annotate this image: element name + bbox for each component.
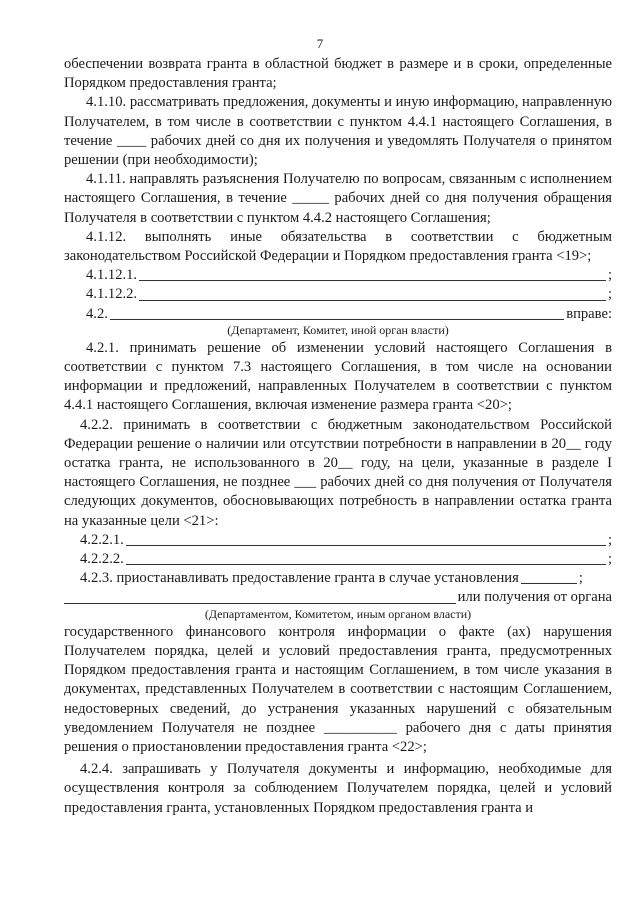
blank-line-4-2 xyxy=(64,305,612,324)
paragraph-4-2-3-first-line xyxy=(64,569,612,588)
paragraph-continuation: обеспечении возврата гранта в областной бюджет в размере и в сроки, определенные Порядком предоставления гранта; xyxy=(64,56,612,92)
blank-line-4-1-12-2 xyxy=(64,285,612,304)
paragraph-4-1-10: 4.1.10. рассматривать предложения, документы и иную информацию, направленную Получателем, в том числе в соответствии с пунктом 4.4.1 настоящего Соглашения, в течение ____ рабочих дней со дня их получения и уведомлять Получателя о принятом решении (при необходимости); xyxy=(64,94,612,169)
blank-line-label: 4.2. xyxy=(86,305,108,322)
blank-line-4-1-12-1 xyxy=(64,266,612,285)
paragraph-4-2-2: 4.2.2. принимать в соответствии с бюджетным законодательством Российской Федерации решение о наличии или отсутствии потребности в направлении в 20__ году остатка гранта, не использованного в 20__ году, на цели, указанные в разделе I настоящего Соглашения, не позднее ___ рабочих дней со дня получения от Получателя следующих документов, обосновывающих потребность в направлении остатка гранта на указанные цели <21>: xyxy=(64,416,612,529)
paragraph-4-2-3-start: 4.2.3. приостанавливать предоставление гранта в случае установления xyxy=(80,570,519,587)
blank-line-4-2-2-2 xyxy=(64,550,612,569)
paragraph-4-1-12: 4.1.12. выполнять иные обязательства в соответствии с бюджетным законодательством Российской Федерации и Порядком предоставления гранта <19>; xyxy=(64,228,612,265)
paragraph-4-2-3-end: или получения от органа xyxy=(457,589,612,606)
blank-line-end: ; xyxy=(607,551,612,568)
fill-line xyxy=(126,563,606,565)
blank-line-label: 4.2.2.2. xyxy=(80,551,124,568)
paragraph-4-2-1: 4.2.1. принимать решение об изменении условий настоящего Соглашения в соответствии с пунктом 7.3 настоящего Соглашения, в том числе на основании информации и предложений, направленных Получателем в соответствии с пунктом 4.4.1 настоящего Соглашения, включая изменение размера гранта <20>; xyxy=(64,339,612,414)
document-body xyxy=(64,55,612,818)
caption-authority: (Департамент, Комитет, иной орган власти) xyxy=(227,322,449,337)
paragraph-4-2-3-rest: государственного финансового контроля информации о факте (ах) нарушения Получателем порядка, целей и условий предоставления гранта, предусмотренных Порядком предоставления гранта и настоящим Соглашением, в том числе указания в документах, представленных Получателем в соответствии с настоящим Соглашением, недостоверных сведений, до устранения указанных нарушений с обязательным уведомлением Получателя не позднее __________ рабочего дня с даты принятия решения о приостановлении предоставления гранта <22>; xyxy=(64,623,612,755)
paragraph-4-2-3-second-line xyxy=(64,588,612,607)
fill-line xyxy=(139,279,606,281)
blank-line-label: 4.2.2.1. xyxy=(80,531,124,548)
fill-line xyxy=(110,318,564,320)
blank-line-end: ; xyxy=(607,267,612,284)
fill-line xyxy=(521,582,577,584)
blank-line-end: ; xyxy=(578,570,583,587)
fill-line xyxy=(64,602,456,604)
blank-line-end: вправе: xyxy=(566,305,612,322)
fill-line xyxy=(126,544,606,546)
blank-line-end: ; xyxy=(607,286,612,303)
page-number: 7 xyxy=(316,36,324,51)
caption-authority-2: (Департаментом, Комитетом, иным органом власти) xyxy=(204,606,472,621)
paragraph-4-1-11: 4.1.11. направлять разъяснения Получателю по вопросам, связанным с исполнением настоящего Соглашения, в течение _____ рабочих дней со дня получения обращения Получателя в соответствии с пунктом 4.4.2 настоящего Соглашения; xyxy=(64,171,612,226)
blank-line-label: 4.1.12.1. xyxy=(86,267,138,284)
fill-line xyxy=(139,299,606,301)
blank-line-label: 4.1.12.2. xyxy=(86,286,138,303)
paragraph-4-2-4: 4.2.4. запрашивать у Получателя документы и информацию, необходимые для осуществления контроля за соблюдением Получателем порядка, целей и условий предоставления гранта, установленных Порядком предоставления гранта и xyxy=(64,761,612,816)
blank-line-end: ; xyxy=(607,531,612,548)
blank-line-4-2-2-1 xyxy=(64,531,612,550)
